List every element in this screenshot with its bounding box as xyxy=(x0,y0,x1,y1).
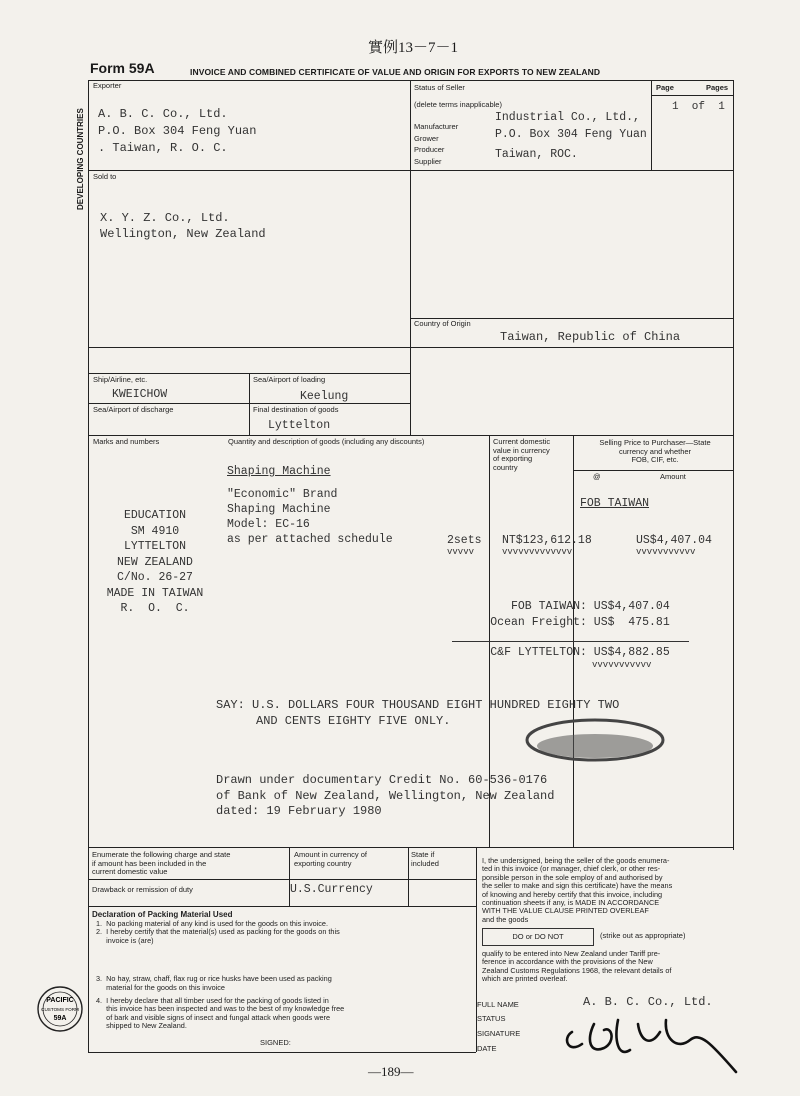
seller-roles: Manufacturer Grower Producer Supplier xyxy=(414,122,459,166)
amount-check: vvvvvvvvvvv xyxy=(636,547,696,557)
sold-to-address: X. Y. Z. Co., Ltd. Wellington, New Zealand xyxy=(100,211,266,242)
svg-text:59A: 59A xyxy=(53,1015,67,1022)
goods-description: "Economic" Brand Shaping Machine Model: EC-16 as per attached schedule xyxy=(227,488,393,546)
country-of-origin-label: Country of Origin xyxy=(414,319,471,328)
strike-note: (strike out as appropriate) xyxy=(600,931,686,940)
page-number: —189— xyxy=(368,1064,414,1079)
final-destination-value: Lyttelton xyxy=(268,419,331,432)
top-title: 實例13－7－1 xyxy=(368,40,459,56)
amount-in-words: SAY: U.S. DOLLARS FOUR THOUSAND EIGHT HUNDRED EIGHTY TWO AND CENTS EIGHTY FIVE ONLY. xyxy=(216,698,620,728)
total-fob-value: : US$4,407.04 xyxy=(580,600,670,613)
status-of-seller-label: Status of Seller xyxy=(414,83,465,92)
credit-reference: Drawn under documentary Credit No. 60-536-0176 of Bank of New Zealand, Wellington, New Zealand dated: 19 February 1980 xyxy=(216,773,555,819)
ocean-freight-value: : US$ 475.81 xyxy=(580,616,670,629)
port-discharge-label: Sea/Airport of discharge xyxy=(93,405,174,414)
pages-label: Pages xyxy=(706,83,729,92)
exporter-label: Exporter xyxy=(93,81,122,90)
full-name-value: A. B. C. Co., Ltd. xyxy=(583,995,713,1009)
date-label: DATE xyxy=(477,1044,497,1053)
sold-to-label: Sold to xyxy=(93,172,117,181)
svg-text:CUSTOMS FORM: CUSTOMS FORM xyxy=(41,1007,79,1012)
form-heading: INVOICE AND COMBINED CERTIFICATE OF VALUE AND ORIGIN FOR EXPORTS TO NEW ZEALAND xyxy=(190,67,601,77)
page-label: Page xyxy=(656,83,674,92)
certificate-text-2: qualify to be entered into New Zealand under Tariff pre- ference in accordance with the provisions of the New Zealand Customs Regulations 1968, the relevant details of which are printed overleaf. xyxy=(482,949,672,984)
domestic-value: NT$123,612.18 xyxy=(502,534,592,547)
marks-header: Marks and numbers xyxy=(93,437,160,446)
declaration-title: Declaration of Packing Material Used xyxy=(92,910,233,919)
goods-title: Shaping Machine xyxy=(227,465,331,478)
amount-value: US$4,407.04 xyxy=(636,534,712,547)
exporter-address: A. B. C. Co., Ltd. P.O. Box 304 Feng Yuan . Taiwan, R. O. C. xyxy=(98,107,257,156)
handwritten-signature-icon xyxy=(560,1010,750,1085)
form-number: Form 59A xyxy=(90,60,155,76)
ocean-freight-label: Ocean Freight xyxy=(490,616,580,629)
amount-currency-label: Amount in currency of exporting country xyxy=(294,850,367,868)
domestic-check: vvvvvvvvvvvvv xyxy=(502,547,573,557)
signed-label: SIGNED: xyxy=(260,1038,291,1047)
quantity: 2sets xyxy=(447,534,482,547)
at-header: @ xyxy=(593,472,601,481)
ship-label: Ship/Airline, etc. xyxy=(93,375,148,384)
goods-header: Quantity and description of goods (including any discounts) xyxy=(228,437,425,446)
page-value: 1 of 1 xyxy=(672,101,725,113)
amount-header: Amount xyxy=(660,472,686,481)
delete-terms-note: (delete terms inapplicable) xyxy=(414,100,502,109)
port-loading-value: Keelung xyxy=(300,390,349,403)
full-name-label: FULL NAME xyxy=(477,1000,519,1009)
seller-address: Industrial Co., Ltd., P.O. Box 304 Feng Yuan Taiwan, ROC. xyxy=(495,111,647,162)
status-label: STATUS xyxy=(477,1014,506,1023)
do-or-do-not-box: DO or DO NOT xyxy=(482,928,594,946)
total-fob-label: FOB TAIWAN xyxy=(510,600,580,613)
domestic-value-header: Current domestic value in currency of exporting country xyxy=(493,437,551,472)
svg-text:PACIFIC: PACIFIC xyxy=(46,997,74,1004)
totals-rule xyxy=(452,641,689,642)
enumerate-label: Enumerate the following charge and state if amount has been included in the current domestic value xyxy=(92,850,231,877)
country-of-origin-value: Taiwan, Republic of China xyxy=(500,330,681,344)
declaration-items: 1. No packing material of any kind is used for the goods on this invoice. 2. I hereby certify that the material(s) used as packing for the goods on this invoice is (are) 3. No hay, straw, chaff, flax rug or rice husks have been used as packing material for the goods on this invoice 4. I hereby declare that all timber used for the packing of goods listed in this invoice has been inspected and was to the best of my knowledge free of bark and visible signs of insect and fungal attack when goods were shipped to New Zealand. xyxy=(96,919,345,1031)
side-label: DEVELOPING COUNTRIES xyxy=(76,108,85,210)
drawback-label: Drawback or remission of duty xyxy=(92,885,193,894)
fob-header: FOB TAIWAN xyxy=(580,497,650,510)
signature-label: SIGNATURE xyxy=(477,1029,521,1038)
ship-value: KWEICHOW xyxy=(112,388,168,401)
shipping-marks: EDUCATION SM 4910 LYTTELTON NEW ZEALAND C/No. 26-27 MADE IN TAIWAN R. O. C. xyxy=(106,509,204,616)
port-loading-label: Sea/Airport of loading xyxy=(253,375,326,384)
state-included-label: State if included xyxy=(411,850,439,868)
final-destination-label: Final destination of goods xyxy=(253,405,339,414)
cf-label: C&F LYTTELTON xyxy=(490,646,580,659)
selling-price-header: Selling Price to Purchaser—State currency and whether FOB, CIF, etc. xyxy=(599,438,711,465)
customs-seal-icon xyxy=(36,985,84,1033)
total-check: vvvvvvvvvvv xyxy=(592,660,652,670)
certificate-text: I, the undersigned, being the seller of the goods enumera- ted in this invoice (or manager, chief clerk, or other res- ponsible person in the sole employ of and authorised by the seller to make and sign this certificate) have the means of knowing and hereby certify that this invoice, including continuation sheets if any, is MADE IN ACCORDANCE WITH THE VALUE CLAUSE PRINTED OVERLEAF and the goods xyxy=(482,856,673,924)
drawback-value: U.S.Currency xyxy=(290,883,373,896)
cf-value: : US$4,882.85 xyxy=(580,646,670,659)
company-stamp-icon xyxy=(520,718,670,768)
quantity-check: vvvvv xyxy=(447,547,475,557)
